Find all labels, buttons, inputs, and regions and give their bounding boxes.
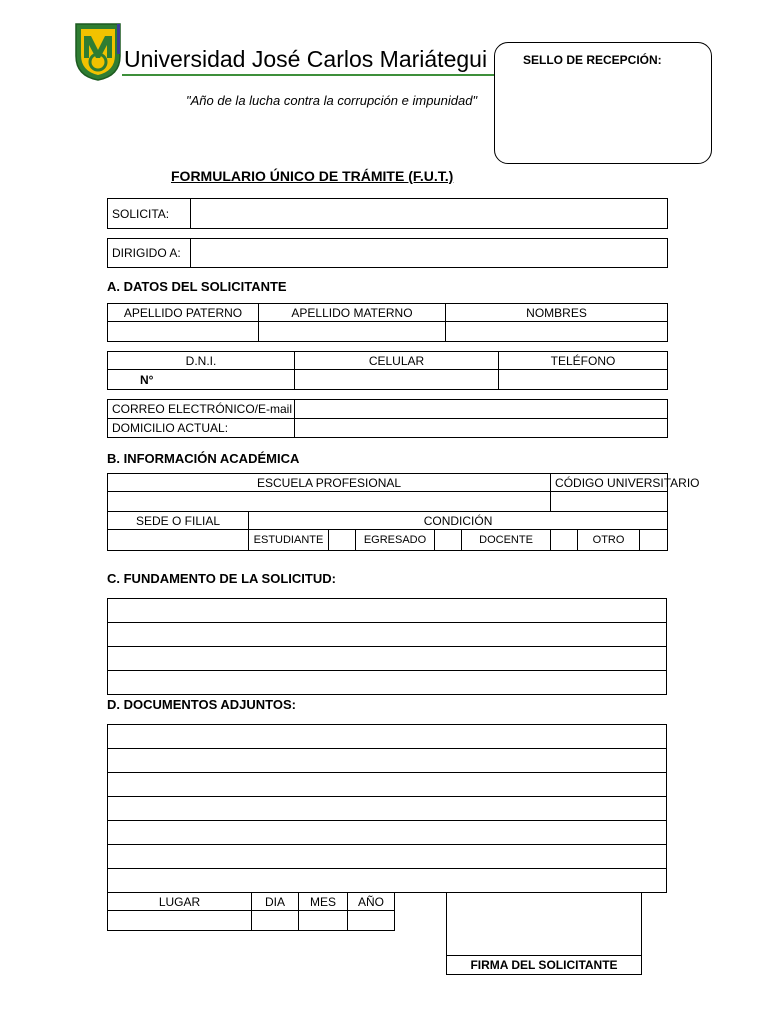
dirigido-row <box>107 238 668 268</box>
section-d-title: D. DOCUMENTOS ADJUNTOS: <box>107 697 296 712</box>
dni-header: D.N.I. <box>108 352 295 370</box>
apellido-materno-header: APELLIDO MATERNO <box>259 304 446 322</box>
stamp-label: SELLO DE RECEPCIÓN: <box>523 53 662 67</box>
documentos-lines <box>107 724 667 893</box>
domicilio-label: DOMICILIO ACTUAL: <box>108 419 295 438</box>
academic-table <box>107 473 700 551</box>
celular-field[interactable] <box>295 370 499 390</box>
documento-line[interactable] <box>108 749 667 773</box>
fundamento-line[interactable] <box>108 623 667 647</box>
contact-table <box>107 351 668 390</box>
section-c-title: C. FUNDAMENTO DE LA SOLICITUD: <box>107 571 336 586</box>
documento-line[interactable] <box>108 845 667 869</box>
docente-label: DOCENTE <box>462 530 551 551</box>
estudiante-label: ESTUDIANTE <box>249 530 329 551</box>
lugar-header: LUGAR <box>108 893 252 911</box>
mes-field[interactable] <box>299 911 348 931</box>
escuela-field[interactable] <box>108 492 551 512</box>
estudiante-checkbox[interactable] <box>329 530 356 551</box>
codigo-header: CÓDIGO UNIVERSITARIO <box>551 474 668 492</box>
solicita-field[interactable] <box>191 199 668 229</box>
solicita-row <box>107 198 668 229</box>
nombres-field[interactable] <box>446 322 668 342</box>
fundamento-line[interactable] <box>108 671 667 695</box>
escuela-header: ESCUELA PROFESIONAL <box>108 474 551 492</box>
signature-label: FIRMA DEL SOLICITANTE <box>447 955 641 974</box>
documento-line[interactable] <box>108 773 667 797</box>
dia-field[interactable] <box>252 911 299 931</box>
mes-header: MES <box>299 893 348 911</box>
reception-stamp-box <box>494 42 712 164</box>
dia-header: DIA <box>252 893 299 911</box>
dni-field[interactable] <box>108 370 295 390</box>
section-a-title: A. DATOS DEL SOLICITANTE <box>107 279 287 294</box>
header-divider <box>122 74 495 76</box>
dirigido-field[interactable] <box>191 239 668 268</box>
fundamento-line[interactable] <box>108 599 667 623</box>
otro-checkbox[interactable] <box>640 530 668 551</box>
telefono-header: TELÉFONO <box>499 352 668 370</box>
apellido-paterno-field[interactable] <box>108 322 259 342</box>
fundamento-line[interactable] <box>108 647 667 671</box>
nombres-header: NOMBRES <box>446 304 668 322</box>
lugar-field[interactable] <box>108 911 252 931</box>
condicion-header: CONDICIÓN <box>249 512 668 530</box>
university-name: Universidad José Carlos Mariátegui <box>124 46 488 72</box>
dni-number-label: N° <box>140 372 154 387</box>
docente-checkbox[interactable] <box>551 530 578 551</box>
apellido-paterno-header: APELLIDO PATERNO <box>108 304 259 322</box>
anio-header: AÑO <box>348 893 395 911</box>
fundamento-lines <box>107 598 667 695</box>
correo-label: CORREO ELECTRÓNICO/E-mail <box>108 400 295 419</box>
university-logo <box>74 22 122 82</box>
documento-line[interactable] <box>108 725 667 749</box>
codigo-field[interactable] <box>551 492 668 512</box>
documento-line[interactable] <box>108 869 667 893</box>
apellido-materno-field[interactable] <box>259 322 446 342</box>
documento-line[interactable] <box>108 797 667 821</box>
signature-box[interactable] <box>446 892 642 975</box>
solicita-label: SOLICITA: <box>108 199 191 229</box>
documento-line[interactable] <box>108 821 667 845</box>
dirigido-label: DIRIGIDO A: <box>108 239 191 268</box>
address-table <box>107 399 668 438</box>
motto: "Año de la lucha contra la corrupción e impunidad" <box>186 93 478 108</box>
telefono-field[interactable] <box>499 370 668 390</box>
correo-field[interactable] <box>295 400 668 419</box>
names-table <box>107 303 668 342</box>
egresado-checkbox[interactable] <box>435 530 462 551</box>
celular-header: CELULAR <box>295 352 499 370</box>
domicilio-field[interactable] <box>295 419 668 438</box>
sede-field[interactable] <box>108 530 249 551</box>
date-table <box>107 892 395 931</box>
sede-header: SEDE O FILIAL <box>108 512 249 530</box>
egresado-label: EGRESADO <box>356 530 435 551</box>
otro-label: OTRO <box>578 530 640 551</box>
form-title: FORMULARIO ÚNICO DE TRÁMITE (F.U.T.) <box>171 168 454 184</box>
section-b-title: B. INFORMACIÓN ACADÉMICA <box>107 451 300 466</box>
anio-field[interactable] <box>348 911 395 931</box>
